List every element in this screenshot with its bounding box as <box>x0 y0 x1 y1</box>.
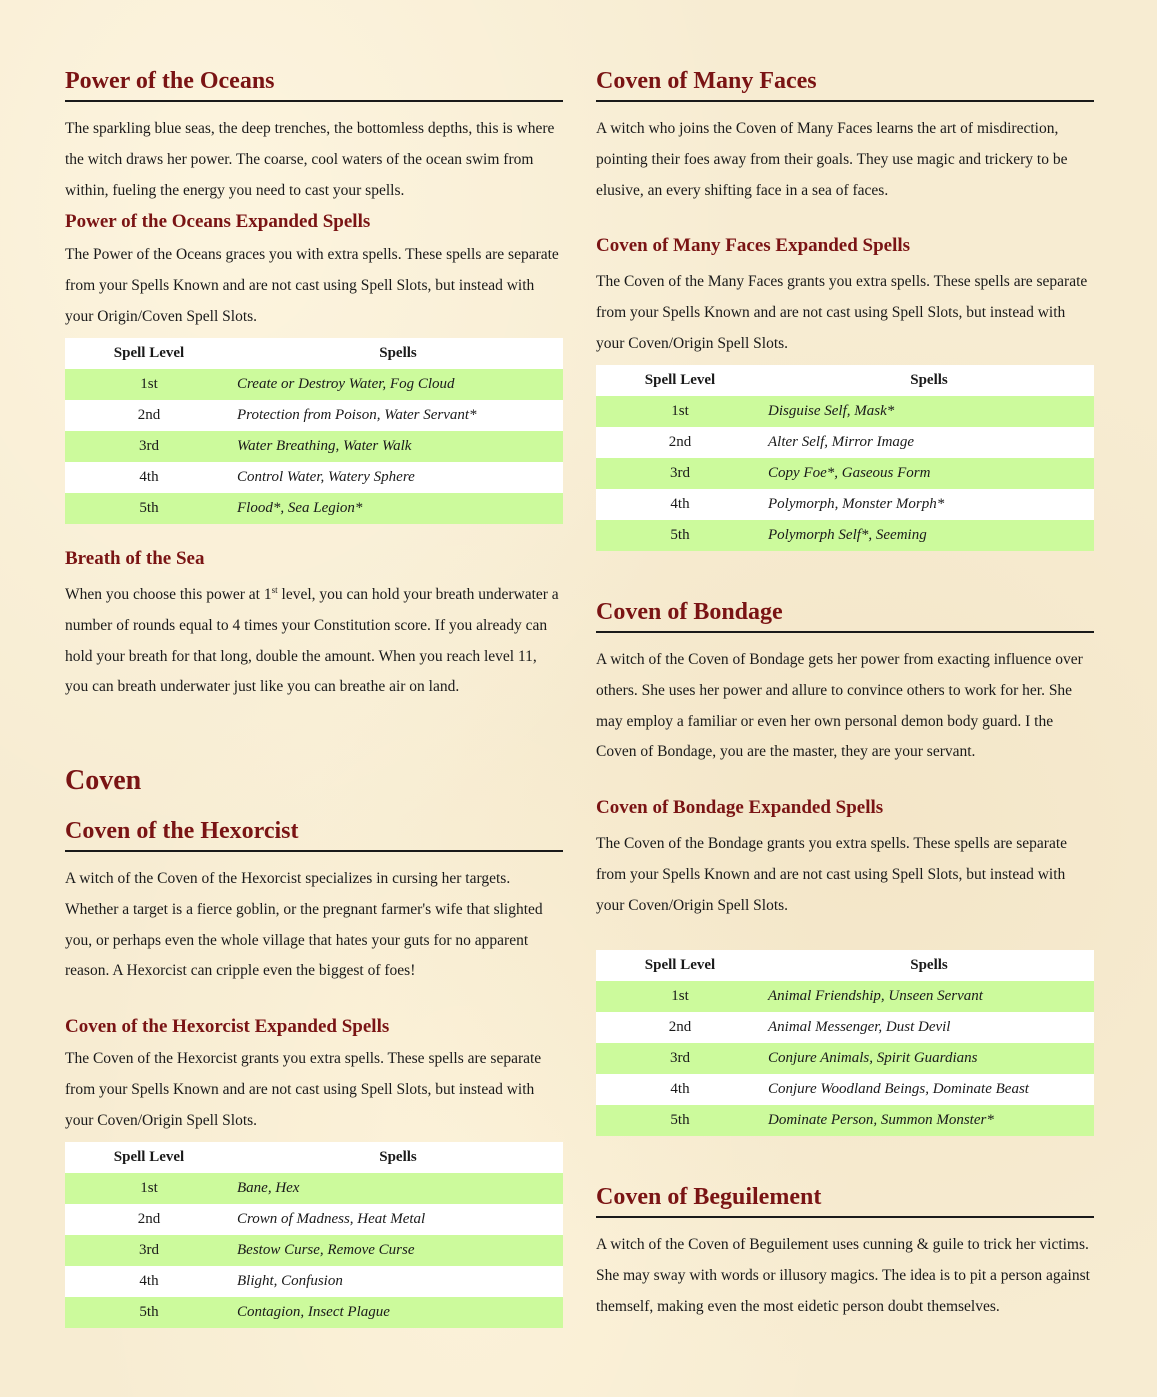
table-row <box>596 1074 1094 1105</box>
hexorcist-description: A witch of the Coven of the Hexorcist specializes in cursing her targets. Whether a target is a fierce goblin, or the pregnant farmer's wife that slighted you, or perhaps even the whole village that hates your guts for no apparent reason. A Hexorcist can cripple even the biggest of foes! <box>65 870 543 980</box>
section-title-coven-of-the-hexorcist: Coven of the Hexorcist <box>65 816 563 852</box>
column-header-spells: Spells <box>764 365 1094 396</box>
spell-level-cell: 1st <box>596 981 764 1012</box>
column-header-spells: Spells <box>233 338 563 369</box>
spells-cell: Alter Self, Mirror Image <box>764 427 1094 458</box>
table-row <box>65 1173 563 1204</box>
spell-level-cell: 2nd <box>596 1012 764 1043</box>
spell-level-cell: 2nd <box>65 400 233 431</box>
spells-cell: Blight, Confusion <box>233 1266 563 1297</box>
breath-text-part-1: When you choose this power at 1 <box>65 586 272 603</box>
bondage-spells-table <box>596 950 1094 1136</box>
spell-level-cell: 3rd <box>596 1043 764 1074</box>
column-header-spell-level: Spell Level <box>65 1142 233 1173</box>
spell-level-cell: 1st <box>65 369 233 400</box>
spell-level-cell: 5th <box>65 493 233 524</box>
spells-cell: Flood*, Sea Legion* <box>233 493 563 524</box>
table-row <box>65 493 563 524</box>
table-row <box>65 1297 563 1328</box>
spells-cell: Conjure Animals, Spirit Guardians <box>764 1043 1094 1074</box>
spells-cell: Animal Friendship, Unseen Servant <box>764 981 1094 1012</box>
breath-of-the-sea-title: Breath of the Sea <box>65 548 205 569</box>
table-row <box>65 1266 563 1297</box>
bondage-expanded-spells-title: Coven of Bondage Expanded Spells <box>596 797 884 818</box>
breath-of-the-sea-description <box>65 580 563 703</box>
column-header-spell-level: Spell Level <box>596 950 764 981</box>
spell-level-cell: 2nd <box>65 1204 233 1235</box>
bondage-description: A witch of the Coven of Bondage gets her power from exacting influence over others. She uses her power and allure to convince others to work for her. She may employ a familiar or even her own personal demon body guard. I the Coven of Bondage, you are the master, they are your servant. <box>596 651 1083 761</box>
spell-level-cell: 4th <box>596 1074 764 1105</box>
hexorcist-expanded-spells-description: The Coven of the Hexorcist grants you extra spells. These spells are separate from your Spells Known and are not cast using Spell Slots, but instead with your Coven/Origin Spell Slots. <box>65 1050 542 1129</box>
hexorcist-spells-table <box>65 1142 563 1328</box>
section-title-power-of-the-oceans: Power of the Oceans <box>65 66 563 102</box>
many-faces-expanded-spells-description: The Coven of the Many Faces grants you extra spells. These spells are separate from your Spells Known and are not cast using Spell Slots, but instead with your Coven/Origin Spell Slots. <box>596 273 1088 352</box>
oceans-expanded-spells-title: Power of the Oceans Expanded Spells <box>65 211 371 232</box>
table-header-row <box>65 1142 563 1173</box>
spells-cell: Dominate Person, Summon Monster* <box>764 1105 1094 1136</box>
hexorcist-expanded-spells-title: Coven of the Hexorcist Expanded Spells <box>65 1016 390 1037</box>
oceans-description: The sparkling blue seas, the deep trenches, the bottomless depths, this is where the witch draws her power. The coarse, cool waters of the ocean swim from within, fueling the energy you need to cast your spells. <box>65 120 555 199</box>
spell-level-cell: 3rd <box>65 431 233 462</box>
spell-level-cell: 1st <box>596 396 764 427</box>
many-faces-expanded-spells-title: Coven of Many Faces Expanded Spells <box>596 235 911 256</box>
ordinal-suffix: st <box>271 585 278 595</box>
table-row <box>65 1235 563 1266</box>
spell-level-cell: 3rd <box>65 1235 233 1266</box>
spell-level-cell: 2nd <box>596 427 764 458</box>
table-row <box>596 427 1094 458</box>
section-title-coven-of-beguilement: Coven of Beguilement <box>596 1182 1094 1218</box>
table-row <box>65 369 563 400</box>
column-header-spells: Spells <box>233 1142 563 1173</box>
table-row <box>596 1105 1094 1136</box>
table-header-row <box>596 950 1094 981</box>
spells-cell: Animal Messenger, Dust Devil <box>764 1012 1094 1043</box>
spell-level-cell: 4th <box>596 489 764 520</box>
table-row <box>596 458 1094 489</box>
spells-cell: Conjure Woodland Beings, Dominate Beast <box>764 1074 1094 1105</box>
breath-text-part-2: level, you can hold your breath underwater a number of rounds equal to 4 times your Constitution score. If you already can hold your breath for that long, double the amount. When you reach level 11, you can breath underwater just like you can breathe air on land. <box>65 586 559 696</box>
spells-cell: Protection from Poison, Water Servant* <box>233 400 563 431</box>
table-row <box>596 489 1094 520</box>
spell-level-cell: 4th <box>65 1266 233 1297</box>
column-header-spell-level: Spell Level <box>65 338 233 369</box>
oceans-expanded-spells-description: The Power of the Oceans graces you with extra spells. These spells are separate from your Spells Known and are not cast using Spell Slots, but instead with your Origin/Coven Spell Slots. <box>65 246 559 325</box>
spells-cell: Disguise Self, Mask* <box>764 396 1094 427</box>
spells-cell: Copy Foe*, Gaseous Form <box>764 458 1094 489</box>
section-title-coven-of-many-faces: Coven of Many Faces <box>596 66 1094 102</box>
coven-heading: Coven <box>65 765 142 796</box>
oceans-spells-table <box>65 338 563 524</box>
spells-cell: Polymorph, Monster Morph* <box>764 489 1094 520</box>
spells-cell: Create or Destroy Water, Fog Cloud <box>233 369 563 400</box>
many-faces-description: A witch who joins the Coven of Many Faces learns the art of misdirection, pointing their foes away from their goals. They use magic and trickery to be elusive, an every shifting face in a sea of faces. <box>596 120 1068 199</box>
spell-level-cell: 4th <box>65 462 233 493</box>
spells-cell: Crown of Madness, Heat Metal <box>233 1204 563 1235</box>
column-header-spell-level: Spell Level <box>596 365 764 396</box>
table-row <box>596 1043 1094 1074</box>
section-title-coven-of-bondage: Coven of Bondage <box>596 597 1094 633</box>
spells-cell: Contagion, Insect Plague <box>233 1297 563 1328</box>
spell-level-cell: 5th <box>65 1297 233 1328</box>
spell-level-cell: 3rd <box>596 458 764 489</box>
spell-level-cell: 5th <box>596 520 764 551</box>
table-row <box>596 396 1094 427</box>
bondage-expanded-spells-description: The Coven of the Bondage grants you extra spells. These spells are separate from your Spells Known and are not cast using Spell Slots, but instead with your Coven/Origin Spell Slots. <box>596 835 1068 914</box>
beguilement-description: A witch of the Coven of Beguilement uses cunning & guile to trick her victims. She may sway with words or illusory magics. The idea is to pit a person against themself, making even the most eidetic person doubt themselves. <box>596 1236 1090 1315</box>
table-row <box>65 431 563 462</box>
table-row <box>65 1204 563 1235</box>
table-row <box>596 1012 1094 1043</box>
table-header-row <box>65 338 563 369</box>
table-row <box>65 462 563 493</box>
table-row <box>596 520 1094 551</box>
spell-level-cell: 1st <box>65 1173 233 1204</box>
many-faces-spells-table <box>596 365 1094 551</box>
spells-cell: Water Breathing, Water Walk <box>233 431 563 462</box>
table-row <box>596 981 1094 1012</box>
table-header-row <box>596 365 1094 396</box>
column-header-spells: Spells <box>764 950 1094 981</box>
spells-cell: Bestow Curse, Remove Curse <box>233 1235 563 1266</box>
spell-level-cell: 5th <box>596 1105 764 1136</box>
spells-cell: Polymorph Self*, Seeming <box>764 520 1094 551</box>
spells-cell: Control Water, Watery Sphere <box>233 462 563 493</box>
table-row <box>65 400 563 431</box>
spells-cell: Bane, Hex <box>233 1173 563 1204</box>
